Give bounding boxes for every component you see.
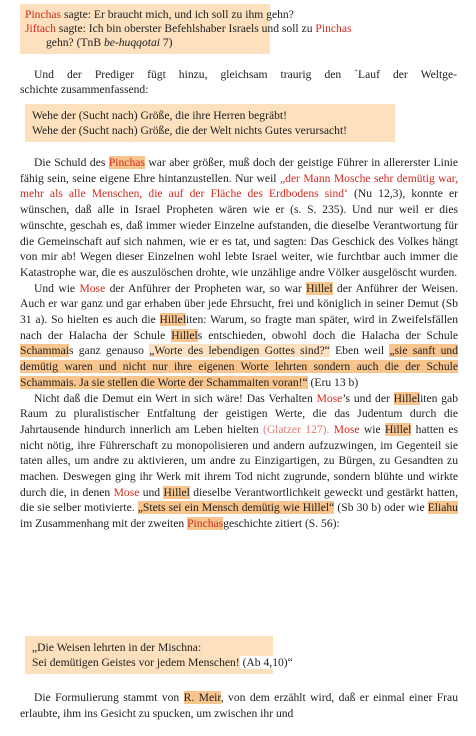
woe-quote-line-1: Wehe der (Sucht nach) Größe, die ihre Herren begräbt! <box>32 109 287 122</box>
top-quote-line-3: gehn? (TnB be-huqqotai 7) <box>46 36 173 49</box>
intro-line-1: Und der Prediger fügt hinzu, gleichsam traurig den `Lauf der Weltge- <box>34 68 457 81</box>
wise-quote-line-2: Sei demütigen Geistes vor jedem Menschen! (Ab 4,10)“ <box>32 656 293 669</box>
name-hillel: Hillel <box>306 281 333 295</box>
name-pinchas: Pinchas <box>187 517 224 531</box>
name-eliahu: Eliahu <box>427 501 458 515</box>
quote-sanft-demuetig: „sie sanft und demütig waren und nicht nur ihre eigenen Worte lehrten sondern auch die der Schule Schammais. Ja sie stellen die Worte der Schammaiten voran!“ <box>20 344 458 389</box>
quote-worte-gottes: „Worte des lebendigen Gottes sind?“ <box>149 344 330 358</box>
quote-stets-demuetig: „Stets sei ein Mensch demütig wie Hillel“ <box>137 501 335 515</box>
name-hillel: Hillel <box>163 485 190 499</box>
name-hillel: Hillel <box>393 391 421 405</box>
name-r-meir: R. Meir <box>183 691 221 704</box>
body-text <box>20 155 458 532</box>
name-jiftach: Jiftach <box>25 22 56 35</box>
name-hillel: Hillel <box>159 313 186 327</box>
intro-line-2: schichte zusammenfassend: <box>20 83 149 96</box>
top-quote-line-2: Jiftach sagte: Ich bin oberster Befehlshaber Israels und soll zu Pinchas <box>25 22 352 35</box>
quote-mosche: „der Mann Mosche sehr demütig war, mehr als alle Menschen, die auf der Fläche des Erdbodens sind‘ <box>20 171 459 201</box>
paragraph-3: Nicht daß die Demut ein Wert in sich wäre! Das Verhalten Mose’s und der Hilleliten gab Raum zu pluralistischer Entfaltung der geistigen Werte, die das Judentum durch die Jahrtausende hindurch innerlich am Leben hielten (Glatzer 127). Mose wie Hillel hatten es nicht nötig, ihre Führerschaft zu monopolisieren und andern aufzuzwingen, im Gegenteil sie taten alles, um andre zu aktivieren, um andre zu Einzigartigen, zu Bürgen, zu Gesandten zu machen. Deswegen ging ihr Werk mit ihrem Tod nicht zugrunde, sondern blühte und wirkte durch die, in denen Mose und Hillel dieselbe Verantwortlichkeit geweckt und gestärkt hatten, die sie selber motivierte. „Stets sei ein Mensch demütig wie Hillel“ (Sb 30 b) oder wie Eliahu im Zusammenhang mit der zweiten Pinchasgeschichte zitiert (S. 56): <box>20 391 459 531</box>
citation-glatzer: (Glatzer 127). <box>262 422 330 436</box>
name-mose: Mose <box>316 391 343 405</box>
name-hillel: Hillel <box>171 328 198 342</box>
name-pinchas: Pinchas <box>315 22 352 35</box>
name-mose: Mose <box>333 422 360 436</box>
name-mose: Mose <box>113 485 140 499</box>
top-quote-line-1: Pinchas sagte: Er braucht mich, und ich soll zu ihm gehn? <box>25 8 294 21</box>
paragraph-1: Die Schuld des Pinchas war aber größer, muß doch der geistige Führer in allererster Linie fähig sein, seine eigene Ehre hintanzustellen. Nur weil „der Mann Mosche sehr demütig war, mehr als alle Menschen, die auf der Fläche des Erdbodens sind‘ (Nu 12,3), konnte er wünschen, daß alle in Israel Propheten wären wie er (s. S. 235). Und nur weil er dies wünschte, geschah es, daß immer wieder Einzelne aufstanden, die dieselbe Verantwortung für die Gemeinschaft auf sich nahmen, wie er es tat, und sagten: Das Geschick des Volkes hängt von mir ab! Wegen dieser Einzelnen wohl lebte Israel weiter, wie furchtbar auch immer die Katastrophe war, die es auszulöschen drohte, wie unzählige andre Völker ausgelöscht wurden. <box>20 156 459 279</box>
name-mose: Mose <box>79 281 106 295</box>
name-pinchas: Pinchas <box>108 156 145 169</box>
name-schammai: Schammai <box>20 344 69 358</box>
final-paragraph: Die Formulierung stammt von R. Meir, von dem erzählt wird, daß er einmal einer Frau erlaubte, ihm ins Gesicht zu spucken, um zwischen ihr und <box>20 691 458 720</box>
name-hillel: Hillel <box>384 422 412 436</box>
woe-quote-line-2: Wehe der (Sucht nach) Größe, die der Welt nichts Gutes verursacht! <box>32 124 348 137</box>
paragraph-2: Und wie Mose der Anführer der Propheten war, so war Hillel der Anführer der Weisen. Auch er war ganz und gar erhaben über jede Ehrsucht, frei und königlich in seiner Demut (Sb 31 a). So hielten es auch die Hilleliten: Warum, so fragte man später, wird in Zweifelsfällen nach der Halacha der Schule Hillels entschieden, obwohl doch die Halacha der Schule Schammais ganz genauso „Worte des lebendigen Gottes sind?“ Eben weil „sie sanft und demütig waren und nicht nur ihre eigenen Worte lehrten sondern auch die der Schule Schammais. Ja sie stellen die Worte der Schammaiten voran!“ (Eru 13 b) <box>20 281 458 389</box>
name-pinchas: Pinchas <box>25 8 62 21</box>
wise-quote-line-1: „Die Weisen lehrten in der Mischna: <box>32 641 202 654</box>
